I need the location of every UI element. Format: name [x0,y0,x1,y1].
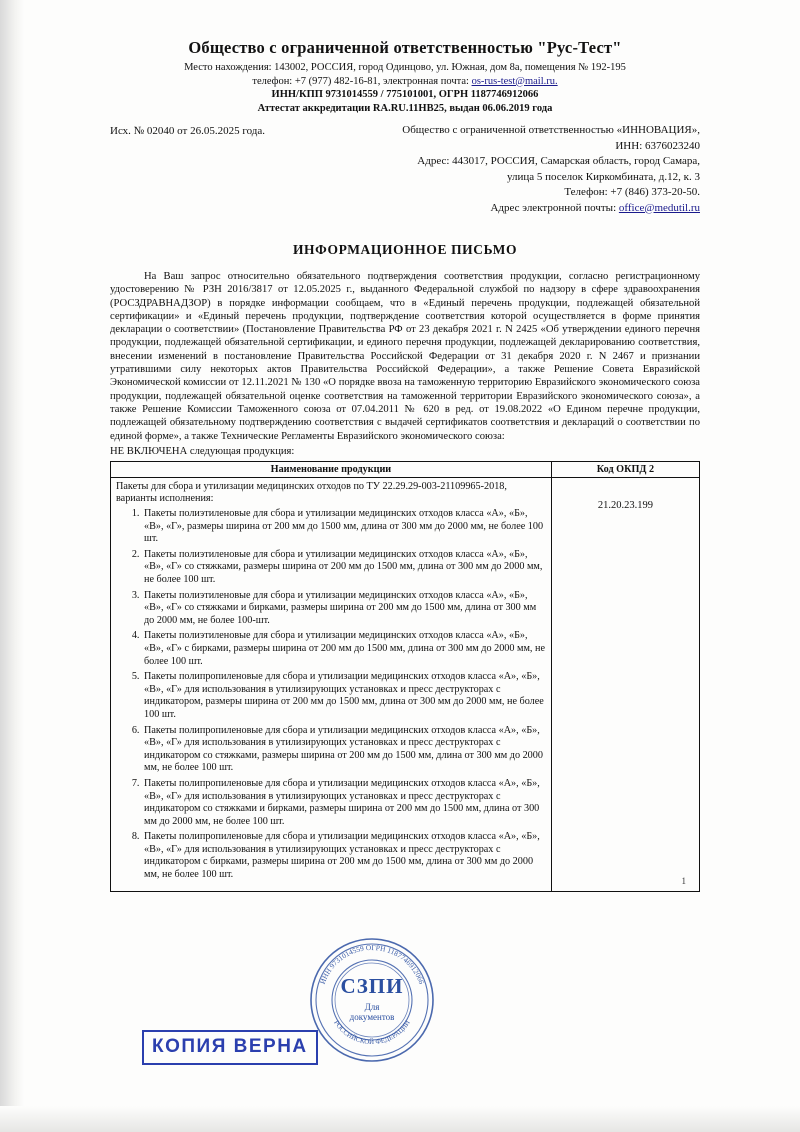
products-table [110,461,700,892]
list-item: 1. Пакеты полиэтиленовые для сбора и утилизации медицинских отходов класса «А», «Б», «В», «Г», размеры ширина от 200 мм до 1500 мм, длина от 300 мм до 2000 мм, не более 100 шт. [142,508,546,546]
table-header-row [111,461,700,477]
list-item: 3. Пакеты полиэтиленовые для сбора и утилизации медицинских отходов класса «А», «Б», «В», «Г» со стяжками и бирками, размеры ширина от 200 мм до 1500 мм, длина от 300 мм до 2000 мм, не более 100-шт. [142,590,546,628]
addressee-block [350,123,700,216]
document-content [110,38,700,892]
svg-text:РОССИЙСКОЙ ФЕДЕРАЦИИ [332,1019,412,1046]
stamp-ring-bottom-text: РОССИЙСКОЙ ФЕДЕРАЦИИ [332,1018,412,1047]
table-row [111,477,700,891]
addressee-email-link[interactable]: office@medutil.ru [618,201,700,214]
list-item: 5. Пакеты полипропиленовые для сбора и утилизации медицинских отходов класса «А», «Б», «В», «Г» для использования в утилизирующих установках и пресс деструкторах с индикатором, размеры ширина от 200 мм до 1500 мм, длина от 300 мм до 2000 мм, не более 100 шт. [142,671,546,721]
scan-edge-left [0,0,24,1132]
column-header-product-name: Наименование продукции [111,461,552,477]
addressee-address-2: улица 5 поселок Киркомбината, д.12, к. 3 [506,170,700,183]
addressee-email-line [350,201,700,217]
stamp-sub-line-1: Для [364,1002,380,1012]
letter-title: ИНФОРМАЦИОННОЕ ПИСЬМО [292,242,518,257]
okpd-code-cell: 21.20.23.199 [551,477,699,891]
addressee-email-label: Адрес электронной почты: [490,201,619,214]
organization-email-link[interactable]: os-rus-test@mail.ru. [471,75,558,87]
list-item: 7. Пакеты полипропиленовые для сбора и утилизации медицинских отходов класса «А», «Б», «В», «Г» для использования в утилизирующих установках и пресс деструкторах с индикатором со стяжками и бирками, размеры ширина от 200 мм до 1500 мм, длина от 300 мм до 2000 мм, не более 100 шт. [142,778,546,828]
svg-text:ИНН 9731014559 ОГРН 118774691 [318,943,426,986]
outgoing-number: Исх. № 02040 от 26.05.2025 года. [110,125,265,137]
round-stamp [308,936,436,1064]
addressee-address-1: Адрес: 443017, РОССИЯ, Самарская область, город Самара, [417,155,700,167]
list-item: 2. Пакеты полиэтиленовые для сбора и утилизации медицинских отходов класса «А», «Б», «В», «Г» со стяжками, размеры ширина от 200 мм до 1500 мм, длина от 300 мм до 2000 мм, не более 100 шт. [142,549,546,587]
scan-edge-bottom [0,1106,800,1132]
not-included-note: НЕ ВКЛЮЧЕНА следующая продукция: [110,445,295,457]
stamp-ring-top-text: ИНН 9731014559 ОГРН 1187746912066 [317,942,427,986]
stamp-sub-text [308,1002,436,1022]
list-item: 8. Пакеты полипропиленовые для сбора и утилизации медицинских отходов класса «А», «Б», «В», «Г» для использования в утилизирующих установках и пресс деструкторах с индикатором с бирками, размеры ширина от 200 мм до 1500 мм, длина от 300 мм до 2000 мм, не более 100 шт. [142,831,546,881]
letter-paragraph: На Ваш запрос относительно обязательного подтверждения соответствия продукции, согласно регистрационному удостоверению № РЗН 2016/3817 от 12.05.2025 г., выданного Федеральной службой по надзору в сфере здравоохранения (РОСЗДРАВНАДЗОР) в порядке информации сообщаем, что в «Единый перечень продукции, подлежащей обязательной сертификации» и «Единый перечень продукции, подтверждение соответствия которой осуществляется в форме принятия декларации о соответствии» (Постановление Правительства РФ от 23 декабря 2021 г. N 2425 «Об утверждении единого перечня продукции, подлежащей обязательной сертификации, и единого перечня продукции, подлежащей декларированию соответствия, внесении изменений в постановление Правительства Российской Федерации от 31 декабря 2020 г. N 2467 и признании утратившими силу некоторых актов Правительства Российской Федерации», а также Решение Совета Евразийской Экономической комиссии от 12.11.2021 № 130 «О порядке ввоза на таможенную территорию Евразийского экономического союза продукции, подлежащей обязательной оценке соответствия на таможенной территории Евразийского экономического союза», а также Решение Комиссии Таможенного союза от 07.04.2011 № 620 в ред. от 19.08.2022 «О Едином перечне продукции, подлежащей обязательному подтверждению соответствия с выдачей сертификатов соответствия и деклараций о соответствии по единой форме», а также Технические Регламенты Евразийского экономического союза: [110,271,700,442]
addressee-phone: Телефон: +7 (846) 373-20-50. [564,186,700,198]
list-item: 6. Пакеты полипропиленовые для сбора и утилизации медицинских отходов класса «А», «Б», «В», «Г» для использования в утилизирующих установках и пресс деструкторах с индикатором со стяжками, размеры ширина от 200 мм до 1500 мм, длина от 300 мм до 2000 мм, не более 100 шт. [142,725,546,775]
stamp-sub-line-2: документов [349,1012,395,1022]
column-header-okpd-code: Код ОКПД 2 [551,461,699,477]
letter-body [110,270,700,443]
addressee-name: Общество с ограниченной ответственностью «ИННОВАЦИЯ», [402,124,700,136]
copy-certified-mark: КОПИЯ ВЕРНА [142,1030,318,1065]
organization-title: Общество с ограниченной ответственностью "Рус-Тест" [188,38,622,57]
product-name-cell [111,477,552,891]
page-number: 1 [681,875,686,886]
product-lead-text: Пакеты для сбора и утилизации медицинских отходов по ТУ 22.29.29-003-21109965-2018, варианты исполнения: [116,480,507,505]
organization-accreditation: Аттестат аккредитации RA.RU.11НВ25, выдан 06.06.2019 года [257,102,553,114]
organization-inn-kpp: ИНН/КПП 9731014559 / 775101001, ОГРН 1187746912066 [271,89,539,100]
product-variants-list [116,508,546,882]
addressee-inn: ИНН: 6376023240 [615,139,700,152]
list-item: 4. Пакеты полиэтиленовые для сбора и утилизации медицинских отходов класса «А», «Б», «В», «Г» с бирками, размеры ширина от 200 мм до 1500 мм, длина от 300 мм до 2000 мм, не более 100 шт. [142,630,546,668]
organization-contacts-text: телефон: +7 (977) 482-16-81, электронная почта: [252,75,472,87]
organization-contacts [110,75,700,89]
stamp-main-text: СЗПИ [340,974,404,998]
organization-address: Место нахождения: 143002, РОССИЯ, город Одинцово, ул. Южная, дом 8а, помещения № 192-195 [184,62,626,73]
